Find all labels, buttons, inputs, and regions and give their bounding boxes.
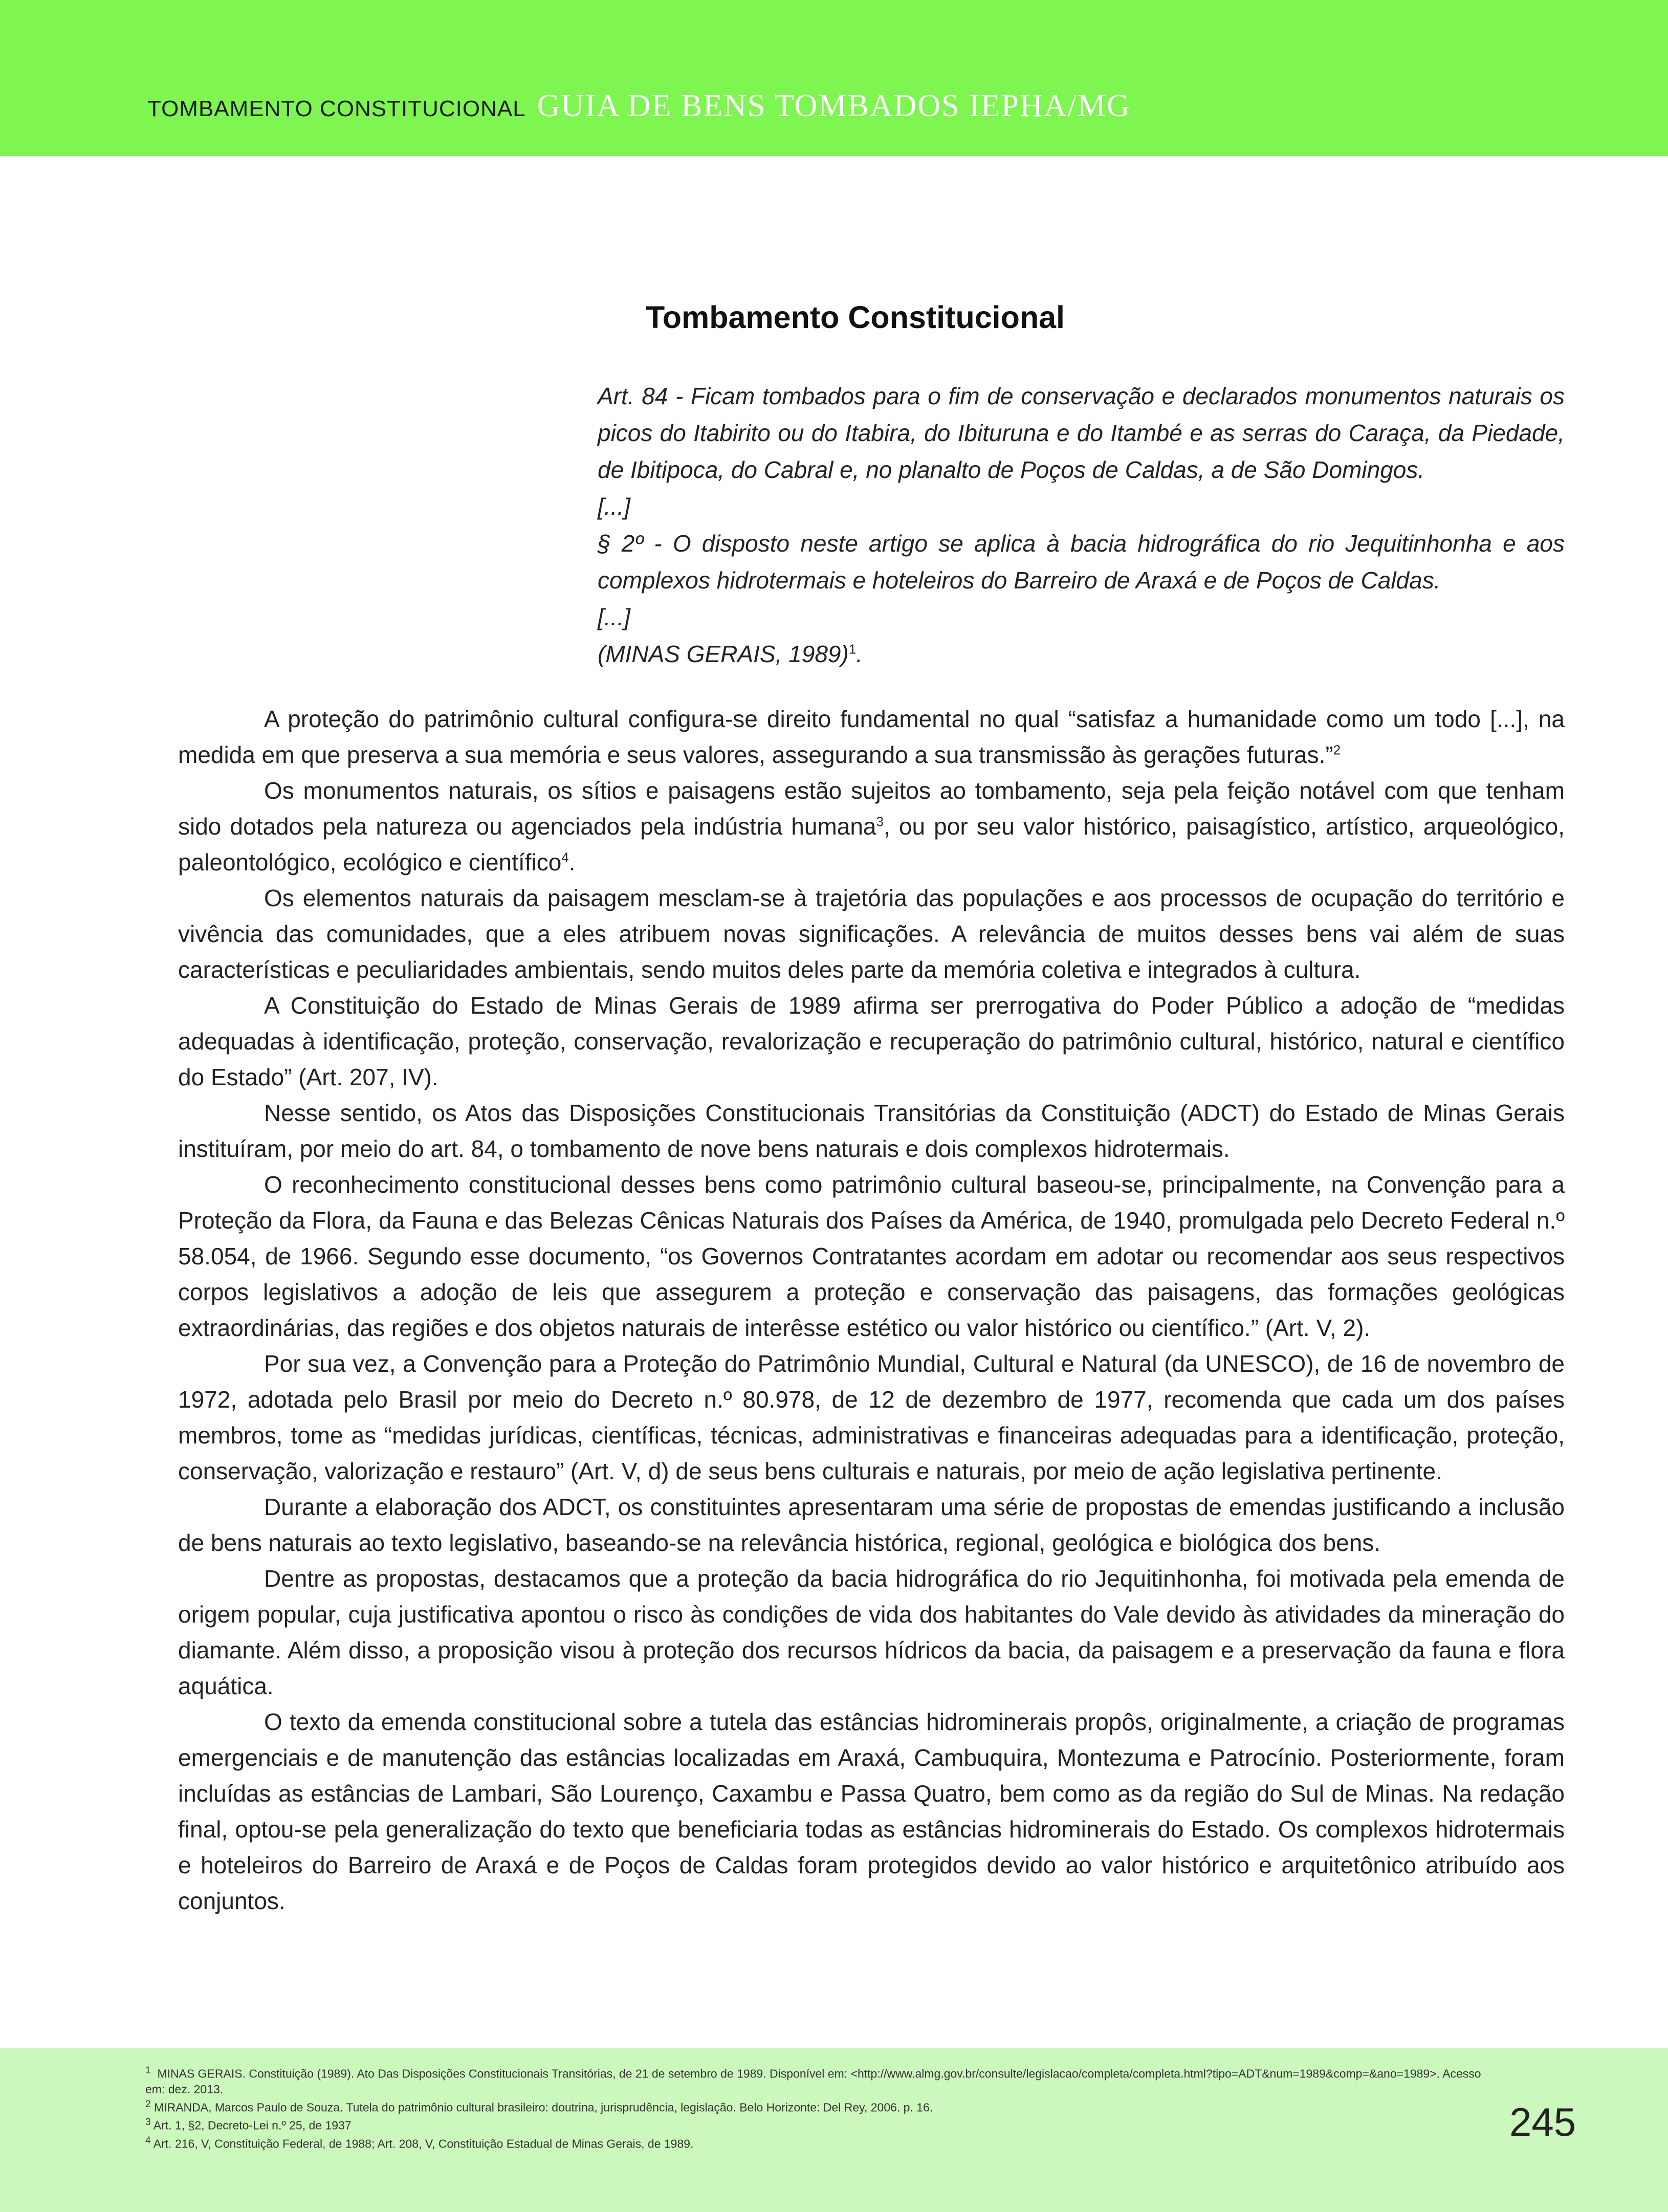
footnote (145, 2133, 1501, 2152)
quote-line: picos do Itabirito ou do Itabira, do Ibituruna e do Itambé e as serras do Caraça, da Piedade, (598, 420, 1565, 446)
body-text (178, 701, 1565, 1919)
paragraph (178, 701, 1565, 773)
quote-line: § 2º - O disposto neste artigo se aplica à bacia hidrográfica do rio Jequitinhonha e aos (598, 530, 1565, 557)
footnote-ref: 1 (848, 641, 857, 657)
footnote-text: Art. 216, V, Constituição Federal, de 1988; Art. 208, V, Constituição Estadual de Minas Gerais, de 1989. (153, 2137, 694, 2151)
footnote-ref: 2 (1333, 742, 1341, 758)
quote-line: [...] (598, 493, 630, 520)
paragraph: A Constituição do Estado de Minas Gerais de 1989 afirma ser prerrogativa do Poder Público a adoção de “medidas adequadas à identificação, proteção, conservação, revalorização e recuperação do patrimônio cultural, histórico, natural e científico do Estado” (Art. 207, IV). (178, 992, 1565, 1090)
page-title: Tombamento Constitucional (646, 300, 1065, 335)
citation-text: (MINAS GERAIS, 1989) (598, 641, 849, 667)
footnote-text: MIRANDA, Marcos Paulo de Souza. Tutela do patrimônio cultural brasileiro: doutrina, jurisprudência, legislação. Belo Horizonte: Del Rey, 2006. p. 16. (154, 2100, 933, 2114)
footnote-number: 2 (145, 2098, 151, 2110)
quote-line: complexos hidrotermais e hoteleiros do Barreiro de Araxá e de Poços de Caldas. (598, 567, 1441, 594)
footnote-ref: 3 (876, 814, 884, 829)
legal-quote (598, 378, 1565, 672)
footer-band (0, 2048, 1668, 2212)
paragraph: Por sua vez, a Convenção para a Proteção do Patrimônio Mundial, Cultural e Natural (da UNESCO), de 16 de novembro de 1972, adotada pelo Brasil por meio do Decreto n.º 80.978, de 12 de dezembro de 1977, recomenda que cada um dos países membros, tome as “medidas jurídicas, científicas, técnicas, administrativas e financeiras adequadas para a identificação, proteção, conservação, valorização e restauro” (Art. V, d) de seus bens culturais e naturais, por meio de ação legislativa pertinente. (178, 1350, 1565, 1484)
paragraph-text: , ou por seu valor histórico, paisagístico, artístico, arqueológico, paleontológico, ecológico e científico (178, 813, 1565, 875)
paragraph: Os elementos naturais da paisagem mesclam-se à trajetória das populações e aos processos de ocupação do território e vivência das comunidades, que a eles atribuem novas significações. A relevância de muitos desses bens vai além de suas características e peculiaridades ambientais, sendo muitos deles parte da memória coletiva e integrados à cultura. (178, 885, 1565, 983)
footnote-text: MINAS GERAIS. Constituição (1989). Ato Das Disposições Constitucionais Transitórias, de 21 de setembro de 1989. Disponível em: <http://www.almg.gov.br/consulte/legislacao/completa/completa.html?tipo=ADT&num=1989&comp=&ano=1989>. Acesso em: dez. 2013. (145, 2067, 1481, 2096)
paragraph: Dentre as propostas, destacamos que a proteção da bacia hidrográfica do rio Jequitinhonha, foi motivada pela emenda de origem popular, cuja justificativa apontou o risco às condições de vida dos habitantes do Vale devido às atividades da mineração do diamante. Além disso, a proposição visou à proteção dos recursos hídricos da bacia, da paisagem e a preservação da fauna e flora aquática. (178, 1565, 1565, 1699)
paragraph: Nesse sentido, os Atos das Disposições Constitucionais Transitórias da Constituição (ADCT) do Estado de Minas Gerais instituíram, por meio do art. 84, o tombamento de nove bens naturais e dois complexos hidrotermais. (178, 1100, 1565, 1162)
running-header (147, 88, 1131, 124)
footnote (145, 2063, 1501, 2097)
paragraph (178, 773, 1565, 880)
citation-end: . (856, 641, 863, 667)
paragraph: O texto da emenda constitucional sobre a tutela das estâncias hidrominerais propôs, originalmente, a criação de programas emergenciais e de manutenção das estâncias localizadas em Araxá, Cambuquira, Montezuma e Patrocínio. Posteriormente, foram incluídas as estâncias de Lambari, São Lourenço, Caxambu e Passa Quatro, bem como as da região do Sul de Minas. Na redação final, optou-se pela generalização do texto que beneficiaria todas as estâncias hidrominerais do Estado. Os complexos hidrotermais e hoteleiros do Barreiro de Araxá e de Poços de Caldas foram protegidos devido ao valor histórico e arquitetônico atribuído aos conjuntos. (178, 1709, 1565, 1914)
header-band (0, 0, 1668, 156)
header-section-label: TOMBAMENTO CONSTITUCIONAL (147, 96, 526, 121)
footnotes (145, 2063, 1501, 2152)
paragraph-text: Os monumentos naturais, os sítios e paisagens estão sujeitos ao tombamento, seja pela feição notável com que tenham sido dotados pela natureza ou agenciados pela indústria humana (178, 777, 1565, 840)
footnote (145, 2097, 1501, 2115)
footnote-number: 1 (145, 2065, 151, 2076)
footnote-number: 3 (145, 2117, 151, 2128)
footnote-text: Art. 1, §2, Decreto-Lei n.º 25, de 1937 (153, 2118, 352, 2132)
header-guide-title: GUIA DE BENS TOMBADOS IEPHA/MG (537, 89, 1131, 123)
paragraph: Durante a elaboração dos ADCT, os constituintes apresentaram uma série de propostas de emendas justificando a inclusão de bens naturais ao texto legislativo, baseando-se na relevância histórica, regional, geológica e biológica dos bens. (178, 1494, 1565, 1556)
paragraph-text: . (568, 849, 576, 875)
paragraph-text: A proteção do patrimônio cultural configura-se direito fundamental no qual “satisfaz a humanidade como um todo [...], na medida em que preserva a sua memória e seus valores, assegurando a sua transmissão às gerações futuras.” (178, 706, 1565, 768)
quote-line: de Ibitipoca, do Cabral e, no planalto de Poços de Caldas, a de São Domingos. (598, 456, 1425, 483)
quote-citation (598, 636, 1565, 672)
footnote-number: 4 (145, 2135, 151, 2146)
footnote (145, 2115, 1501, 2133)
quote-line: [...] (598, 604, 630, 630)
quote-line: Art. 84 - Ficam tombados para o fim de conservação e declarados monumentos naturais os (598, 383, 1565, 409)
page-number: 245 (1509, 2099, 1576, 2144)
footnote-ref: 4 (561, 849, 569, 865)
paragraph: O reconhecimento constitucional desses bens como patrimônio cultural baseou-se, principalmente, na Convenção para a Proteção da Flora, da Fauna e das Belezas Cênicas Naturais dos Países da América, de 1940, promulgada pelo Decreto Federal n.º 58.054, de 1966. Segundo esse documento, “os Governos Contratantes acordam em adotar ou recomendar aos seus respectivos corpos legislativos a adoção de leis que assegurem a proteção e conservação das paisagens, das formações geológicas extraordinárias, das regiões e dos objetos naturais de interêsse estético ou valor histórico ou científico.” (Art. V, 2). (178, 1171, 1565, 1341)
